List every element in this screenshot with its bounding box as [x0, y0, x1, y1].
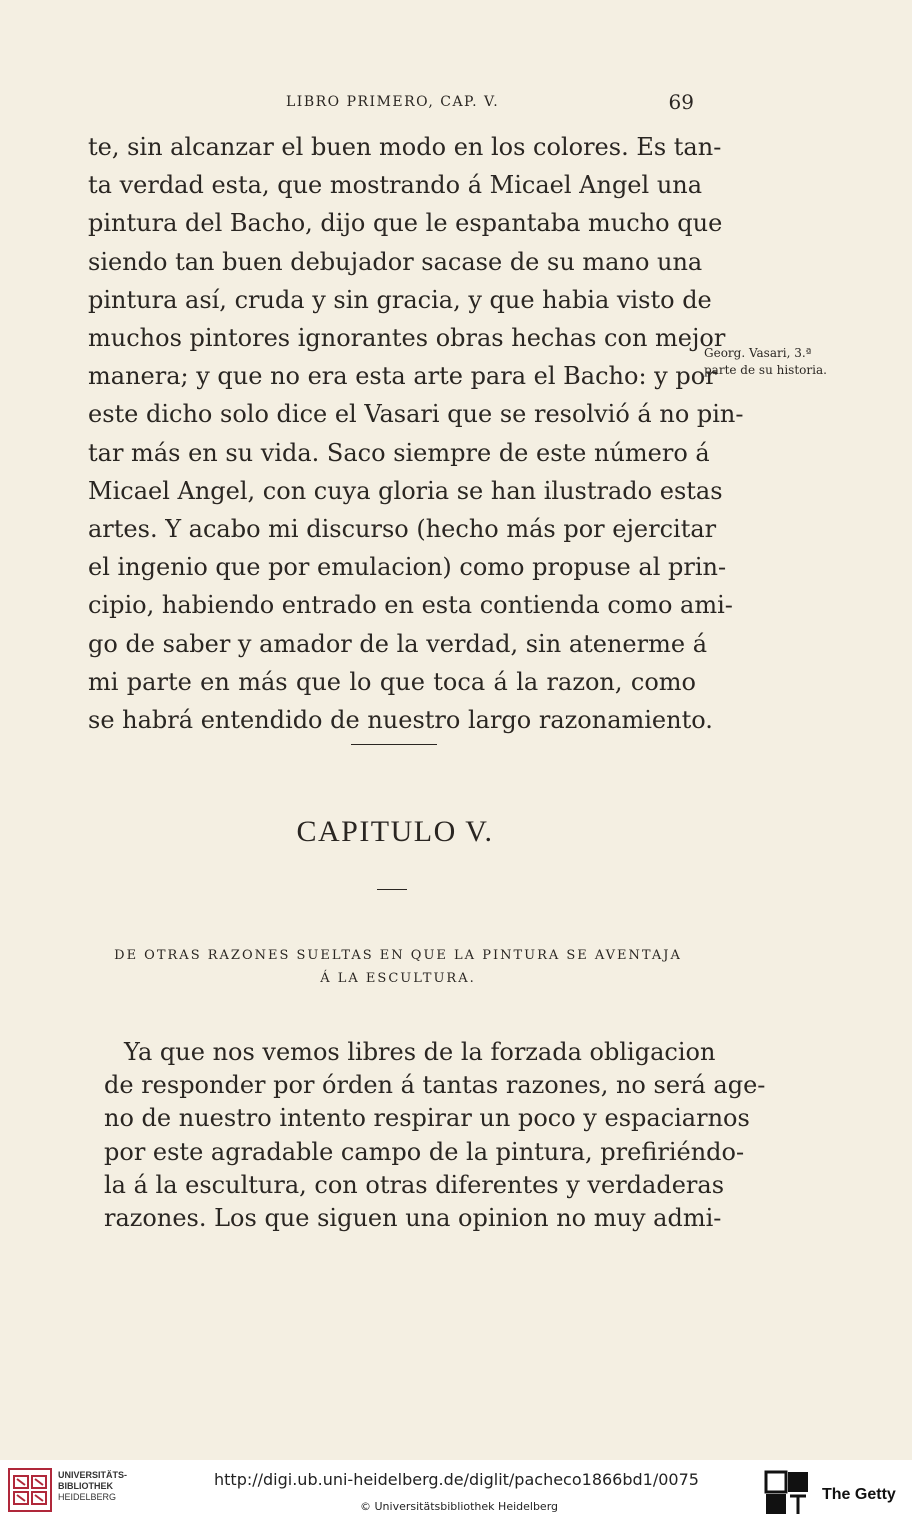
university-library-name: [58, 1470, 127, 1503]
text-line: no de nuestro intento respirar un poco y espaciarnos: [104, 1104, 750, 1133]
text-line: siendo tan buen debujador sacase de su mano una: [88, 247, 703, 276]
text-line: Micael Angel, con cuya gloria se han ilustrado estas: [88, 476, 723, 505]
title-divider: [377, 889, 407, 890]
text-line: manera; y que no era esta arte para el Bacho: y por: [88, 362, 717, 391]
margin-note: [704, 345, 844, 379]
source-url-link[interactable]: http://digi.ub.uni-heidelberg.de/diglit/pacheco1866bd1/0075: [214, 1470, 699, 1489]
text-line: mi parte en más que lo que toca á la razon, como: [88, 667, 696, 696]
text-line: go de saber y amador de la verdad, sin atenerme á: [88, 629, 708, 658]
subtitle-line: Á LA ESCULTURA.: [320, 971, 476, 986]
copyright-notice: © Universitätsbibliothek Heidelberg: [360, 1500, 559, 1513]
text-line: cipio, habiendo entrado en esta contienda como ami-: [88, 591, 733, 620]
getty-logo-icon: [764, 1470, 810, 1516]
library-name-line: HEIDELBERG: [58, 1492, 117, 1502]
text-line: pintura del Bacho, dijo que le espantaba mucho que: [88, 209, 723, 238]
running-head: LIBRO PRIMERO, CAP. V.: [286, 94, 500, 110]
library-name-line: BIBLIOTHEK: [58, 1481, 113, 1491]
text-line: pintura así, cruda y sin gracia, y que habia visto de: [88, 285, 712, 314]
chapter-body-text: [104, 1036, 766, 1235]
text-line: se habrá entendido de nuestro largo razonamiento.: [88, 706, 713, 735]
library-name-line: UNIVERSITÄTS-: [58, 1470, 128, 1480]
text-line: por este agradable campo de la pintura, prefiriéndo-: [104, 1137, 745, 1166]
margin-note-line: parte de su historia.: [704, 363, 827, 377]
chapter-title: CAPITULO V.: [296, 815, 494, 848]
digitization-footer: [0, 1460, 912, 1526]
chapter-subtitle: [110, 944, 686, 990]
section-divider: [351, 744, 437, 745]
getty-name: The Getty: [822, 1486, 896, 1503]
text-line: ta verdad esta, que mostrando á Micael Angel una: [88, 171, 703, 200]
text-line: la á la escultura, con otras diferentes y verdaderas: [104, 1170, 725, 1199]
text-line: artes. Y acabo mi discurso (hecho más por ejercitar: [88, 515, 717, 544]
text-line: este dicho solo dice el Vasari que se resolvió á no pin-: [88, 400, 744, 429]
margin-note-line: Georg. Vasari, 3.ª: [704, 346, 812, 360]
text-line: de responder por órden á tantas razones, no será age-: [104, 1071, 766, 1100]
page-number: 69: [668, 90, 694, 114]
body-text: [88, 128, 744, 739]
text-line: el ingenio que por emulacion) como propuse al prin-: [88, 553, 727, 582]
page-header: [88, 92, 700, 116]
subtitle-line: DE OTRAS RAZONES SUELTAS EN QUE LA PINTURA SE AVENTAJA: [114, 948, 682, 963]
text-line: razones. Los que siguen una opinion no muy admi-: [104, 1204, 722, 1233]
text-line: tar más en su vida. Saco siempre de este número á: [88, 438, 710, 467]
university-library-logo-icon: [8, 1468, 52, 1512]
text-line: Ya que nos vemos libres de la forzada obligacion: [124, 1038, 716, 1066]
text-line: te, sin alcanzar el buen modo en los colores. Es tan-: [88, 133, 722, 161]
text-line: muchos pintores ignorantes obras hechas con mejor: [88, 324, 726, 353]
